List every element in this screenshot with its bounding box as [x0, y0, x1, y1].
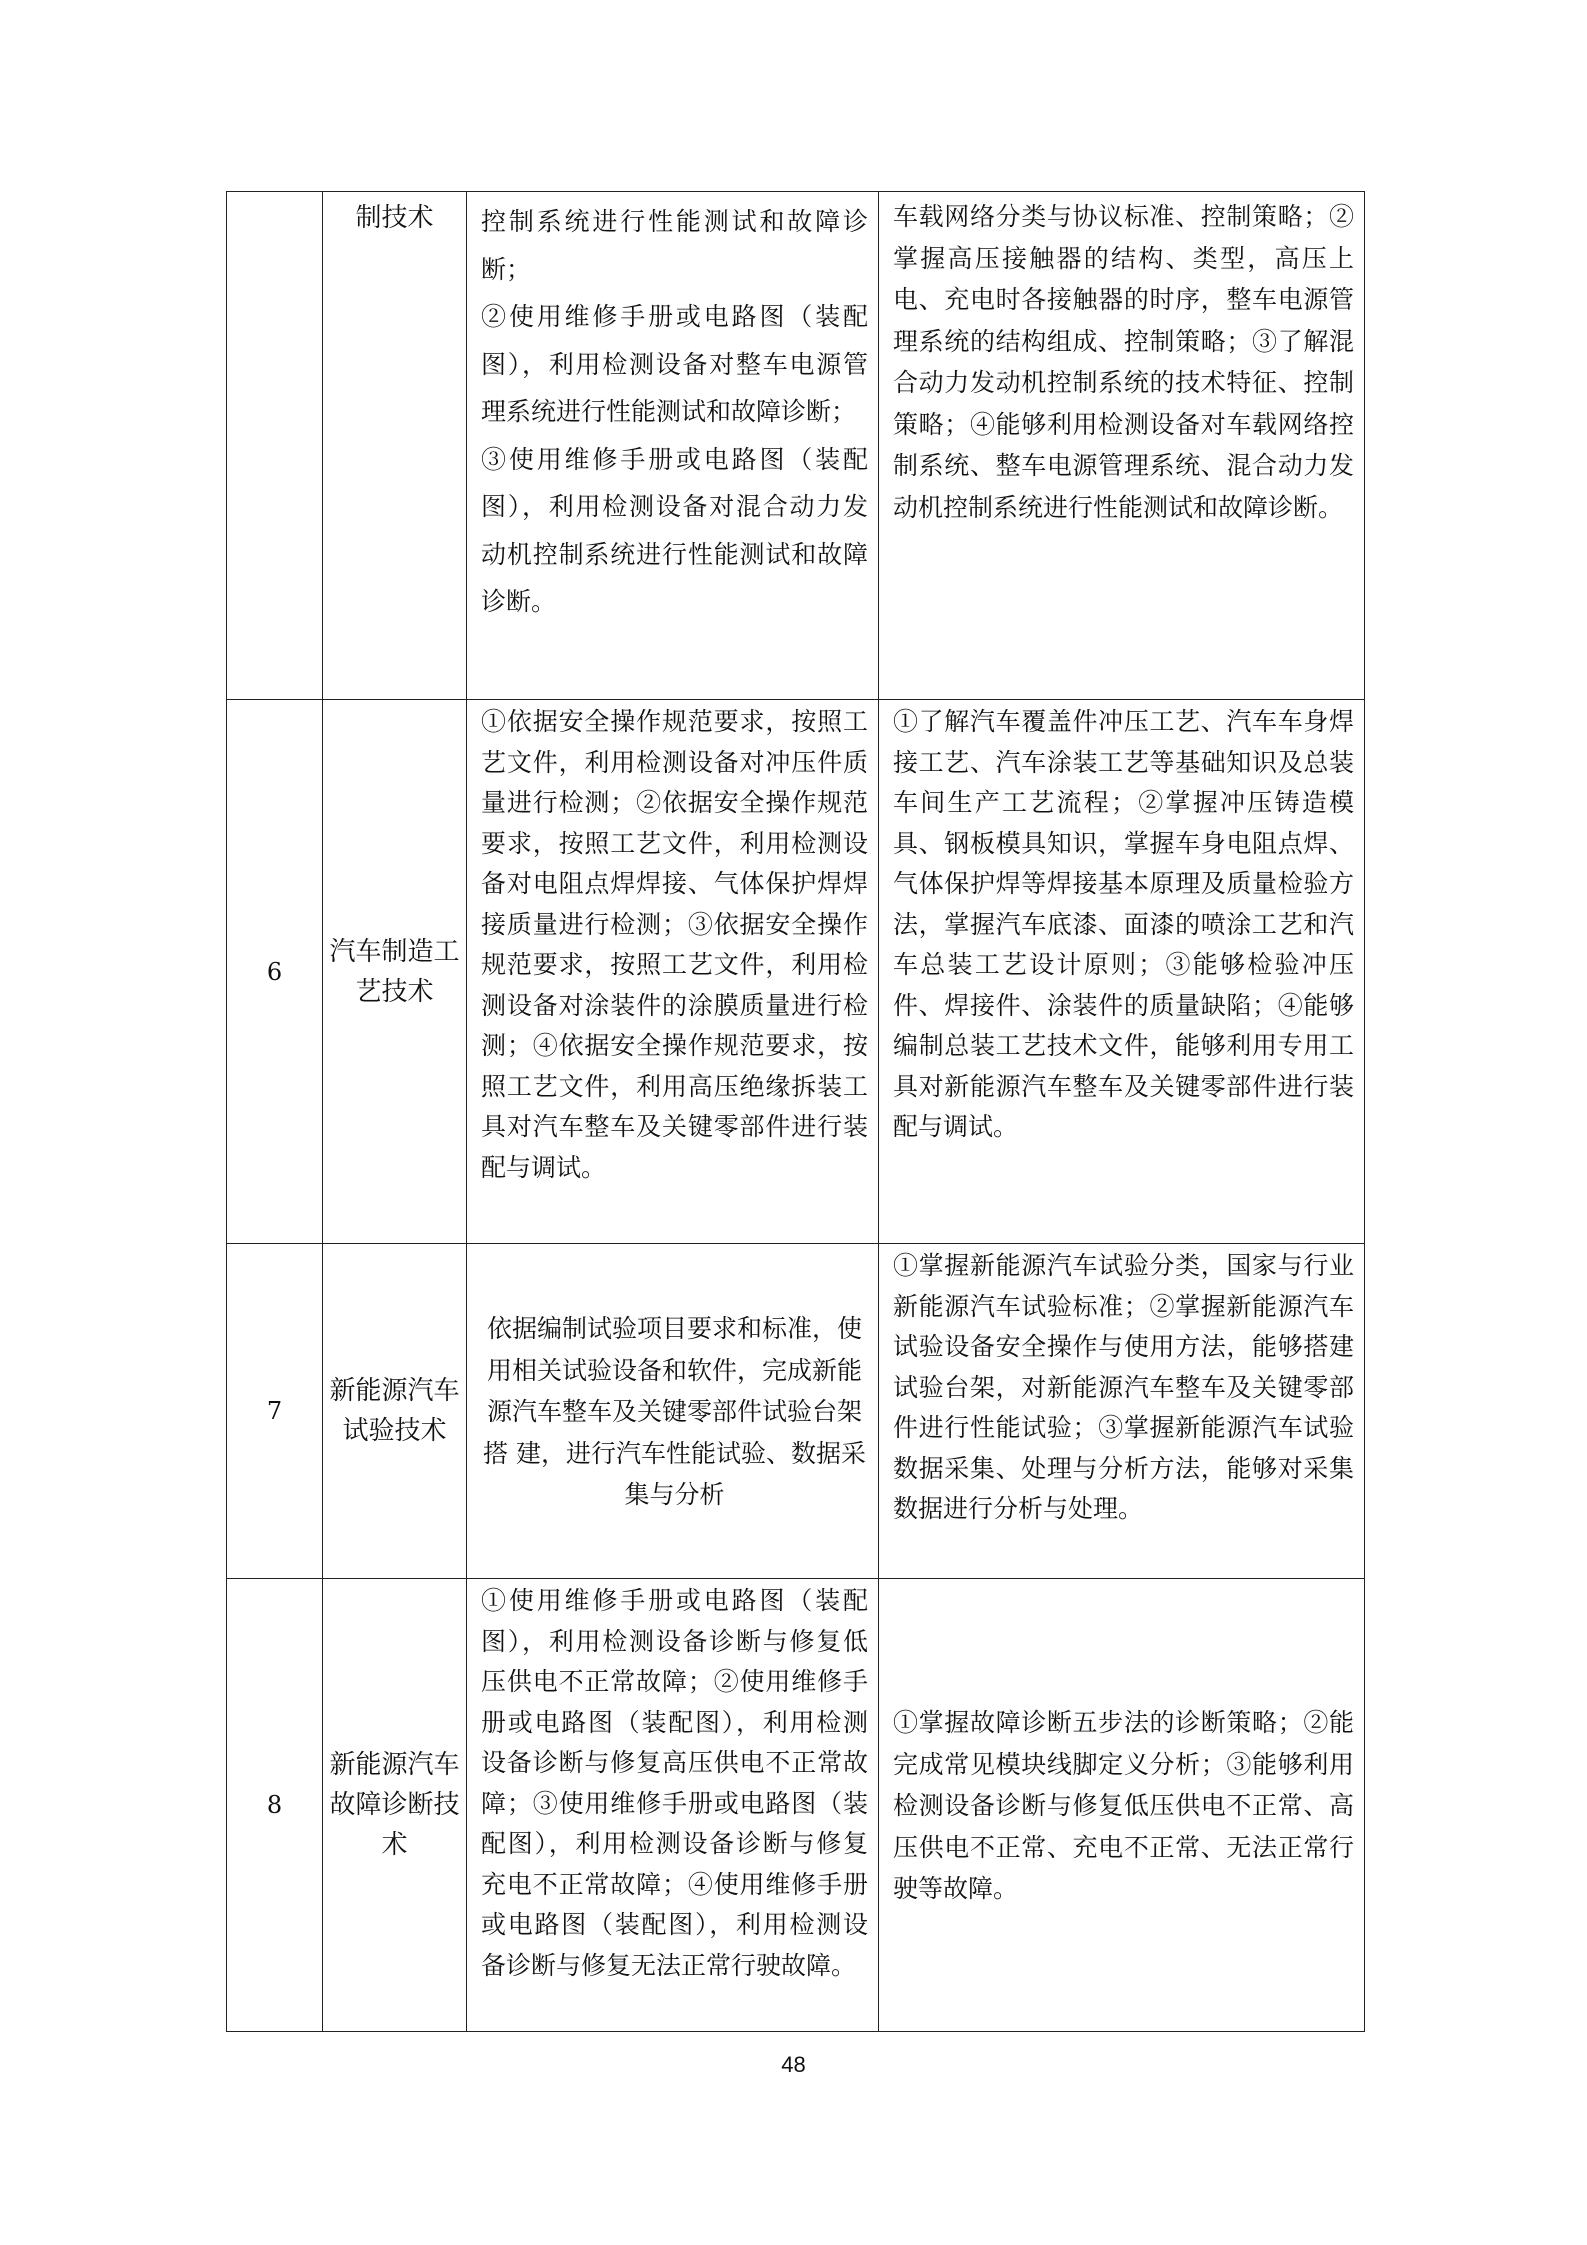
row-number: 8 — [227, 1579, 323, 2032]
table-row — [227, 1244, 1365, 1579]
knowledge-requirements: ①了解汽车覆盖件冲压工艺、汽车车身焊接工艺、汽车涂装工艺等基础知识及总装车间生产工艺流程；②掌握冲压铸造模具、钢板模具知识，掌握车身电阻点焊、气体保护焊等焊接基本原理及质量检验方法，掌握汽车底漆、面漆的喷涂工艺和汽车总装工艺设计原则；③能够检验冲压件、焊接件、涂装件的质量缺陷；④能够编制总装工艺技术文件，能够利用专用工具对新能源汽车整车及关键零部件进行装配与调试。 — [893, 707, 1354, 1141]
skill-requirements: 控制系统进行性能测试和故障诊断； ②使用维修手册或电路图（装配图），利用检测设备对整车电源管理系统进行性能测试和故障诊断； ③使用维修手册或电路图（装配图），利用检测设备对混合动力发动机控制系统进行性能测试和故障诊断。 — [481, 207, 868, 616]
skill-requirements: ①依据安全操作规范要求，按照工艺文件，利用检测设备对冲压件质量进行检测；②依据安全操作规范要求，按照工艺文件，利用检测设备对电阻点焊焊接、气体保护焊焊接质量进行检测；③依据安全操作规范要求，按照工艺文件，利用检测设备对涂装件的涂膜质量进行检测；④依据安全操作规范要求，按照工艺文件，利用高压绝缘拆装工具对汽车整车及关键零部件进行装配与调试。 — [481, 707, 868, 1182]
row-number: 7 — [227, 1244, 323, 1579]
course-name: 制技术 — [355, 203, 434, 233]
course-name: 新能源汽车故障诊断技术 — [329, 1750, 460, 1860]
row-number — [227, 192, 323, 700]
page-number: 48 — [781, 2052, 806, 2077]
skill-requirements: ①使用维修手册或电路图（装配图），利用检测设备诊断与修复低压供电不正常故障；②使用维修手册或电路图（装配图），利用检测设备诊断与修复高压供电不正常故障；③使用维修手册或电路图（装配图），利用检测设备诊断与修复充电不正常故障；④使用维修手册或电路图（装配图），利用检测设备诊断与修复无法正常行驶故障。 — [481, 1586, 868, 1980]
table-row — [227, 192, 1365, 700]
table-row — [227, 1579, 1365, 2032]
knowledge-requirements: ①掌握故障诊断五步法的诊断策略；②能完成常见模块线脚定义分析；③能够利用检测设备诊断与修复低压供电不正常、高压供电不正常、充电不正常、无法正常行驶等故障。 — [893, 1708, 1354, 1904]
knowledge-requirements: 车载网络分类与协议标准、控制策略；②掌握高压接触器的结构、类型，高压上电、充电时各接触器的时序，整车电源管理系统的结构组成、控制策略；③了解混合动力发动机控制系统的技术特征、控制策略；④能够利用检测设备对车载网络控制系统、整车电源管理系统、混合动力发动机控制系统进行性能测试和故障诊断。 — [893, 202, 1354, 522]
course-name: 新能源汽车试验技术 — [329, 1376, 460, 1446]
curriculum-table — [226, 191, 1365, 2032]
row-number: 6 — [227, 700, 323, 1244]
skill-requirements: 依据编制试验项目要求和标准，使 用相关试验设备和软件，完成新能源汽车整车及关键零部件试验台架搭 建，进行汽车性能试验、数据采集与分析 — [483, 1314, 866, 1510]
table-row — [227, 700, 1365, 1244]
course-name: 汽车制造工艺技术 — [329, 936, 460, 1007]
knowledge-requirements: ①掌握新能源汽车试验分类，国家与行业新能源汽车试验标准；②掌握新能源汽车试验设备安全操作与使用方法，能够搭建试验台架，对新能源汽车整车及关键零部件进行性能试验；③掌握新能源汽车试验数据采集、处理与分析方法，能够对采集数据进行分析与处理。 — [893, 1251, 1354, 1523]
